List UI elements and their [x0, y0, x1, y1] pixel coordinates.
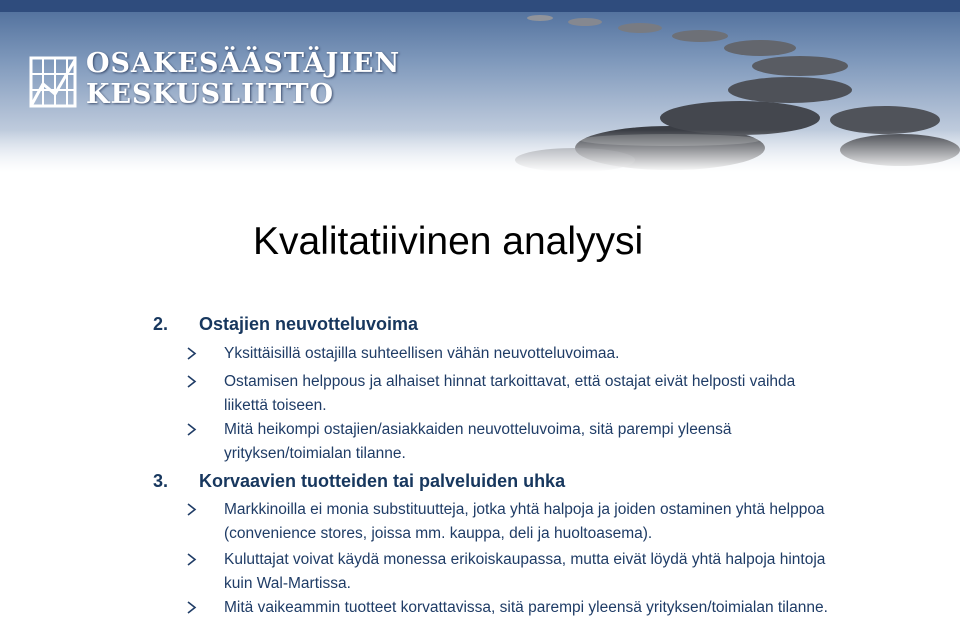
section-heading-3 — [153, 471, 565, 492]
slide-title: Kvalitatiivinen analyysi — [253, 220, 644, 263]
list-item — [187, 498, 837, 546]
list-item — [187, 596, 837, 620]
list-item-text: Yksittäisillä ostajilla suhteellisen vähän neuvotteluvoimaa. — [224, 345, 620, 362]
list-item — [187, 370, 837, 418]
list-item — [187, 548, 837, 596]
list-item-text: Mitä heikompi ostajien/asiakkaiden neuvotteluvoima, sitä parempi yleensä yrityksen/toimialan tilanne. — [224, 421, 732, 462]
logo-line-2: KESKUSLIITTO — [86, 79, 335, 110]
arrow-bullet-icon — [187, 553, 197, 566]
section-number: 2. — [153, 314, 169, 334]
list-item-text: Kuluttajat voivat käydä monessa erikoiskaupassa, mutta eivät löydä yhtä halpoja hintoja kuin Wal-Martissa. — [224, 551, 826, 592]
arrow-bullet-icon — [187, 601, 197, 614]
list-item — [187, 342, 837, 366]
section-number: 3. — [153, 471, 169, 491]
section-heading-2 — [153, 314, 418, 335]
arrow-bullet-icon — [187, 423, 197, 436]
arrow-bullet-icon — [187, 375, 197, 388]
list-item-text: Markkinoilla ei monia substituutteja, jotka yhtä halpoja ja joiden ostaminen yhtä helppoa (convenience stores, joissa mm. kauppa, deli ja huoltoasema). — [224, 501, 825, 542]
arrow-bullet-icon — [187, 503, 197, 516]
list-item-text: Ostamisen helppous ja alhaiset hinnat tarkoittavat, että ostajat eivät helposti vaihda liikettä toiseen. — [224, 373, 796, 414]
logo-line-1: OSAKESÄÄSTÄJIEN — [86, 48, 401, 79]
list-item-text: Mitä vaikeammin tuotteet korvattavissa, sitä parempi yleensä yrityksen/toimialan tilanne. — [224, 599, 828, 616]
section-title: Ostajien neuvotteluvoima — [199, 314, 419, 334]
arrow-bullet-icon — [187, 347, 197, 360]
list-item — [187, 418, 837, 466]
section-title: Korvaavien tuotteiden tai palveluiden uhka — [199, 471, 566, 491]
